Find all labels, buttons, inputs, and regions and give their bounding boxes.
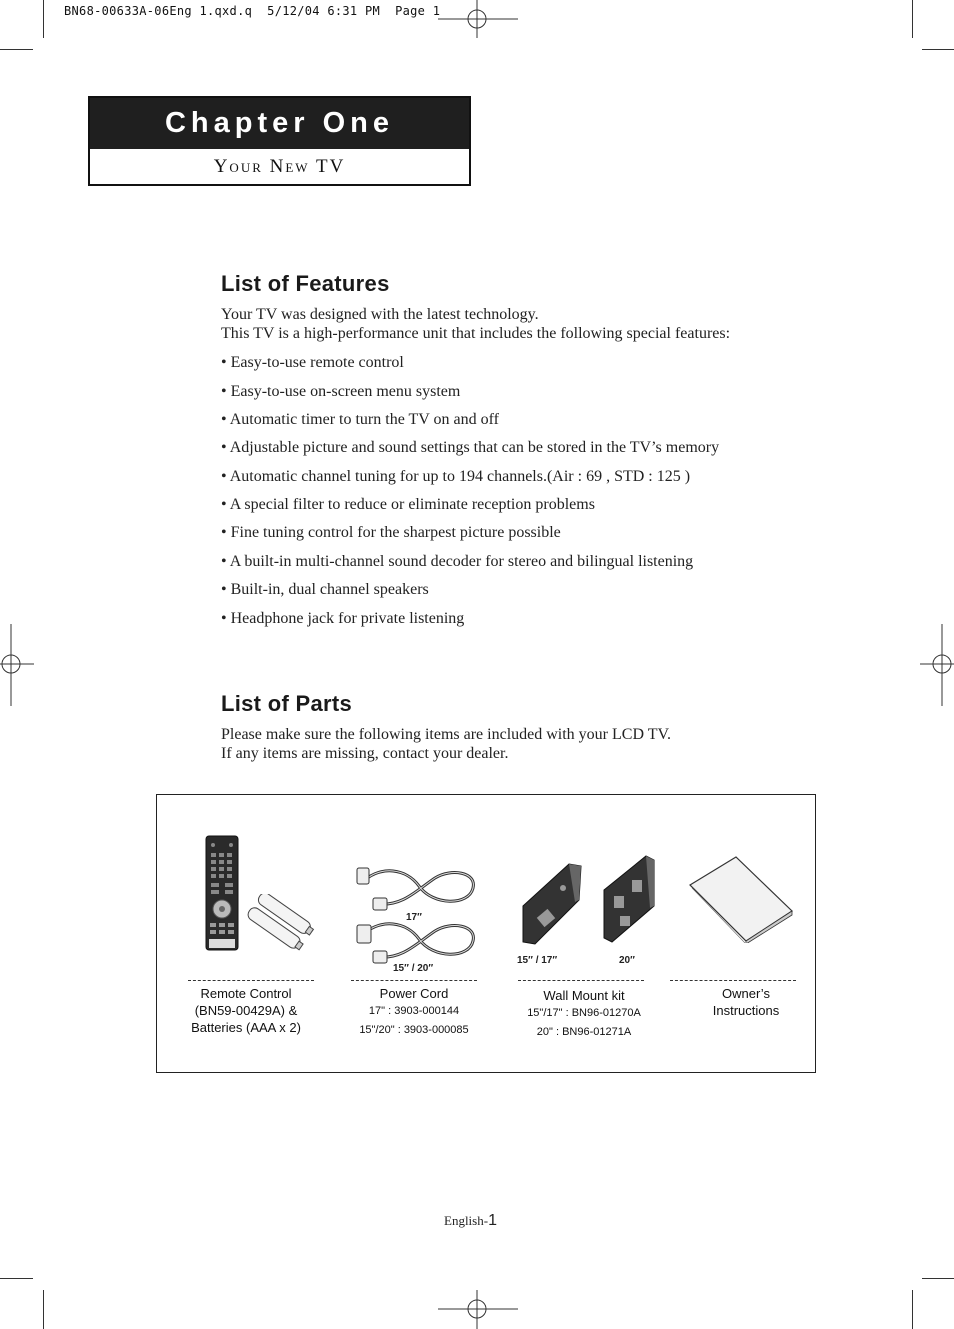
registration-mark-icon [438, 0, 518, 40]
owners-instructions-caption: Owner’s Instructions [712, 986, 780, 1018]
wall-mount-caption: Wall Mount kit 15"/17" : BN96-01270A 20" : BN96-01271A [527, 988, 641, 1038]
feature-item: • Built-in, dual channel speakers [221, 581, 429, 598]
parts-intro-line1: Please make sure the following items are included with your LCD TV. [221, 726, 671, 743]
bracket-size-label: 20″ [619, 955, 635, 966]
divider [188, 980, 314, 981]
wall-mount-bracket-icon [517, 860, 587, 946]
registration-mark-icon [0, 624, 34, 706]
page-footer [444, 1212, 497, 1230]
feature-item: • Automatic channel tuning for up to 194 channels.(Air : 69 , STD : 125 ) [221, 468, 691, 485]
feature-item: • Automatic timer to turn the TV on and off [221, 411, 500, 428]
remote-caption: Remote Control (BN59-00429A) & Batteries (AAA x 2) [191, 986, 301, 1035]
feature-item: • A special filter to reduce or eliminate reception problems [221, 496, 595, 513]
registration-mark-icon [920, 624, 954, 706]
feature-item: • Fine tuning control for the sharpest picture possible [221, 524, 561, 541]
registration-mark-icon [438, 1290, 518, 1329]
remote-control-icon [205, 835, 239, 951]
feature-item: • Easy-to-use on-screen menu system [221, 383, 461, 400]
page-number: 1 [488, 1212, 497, 1229]
features-intro-line1: Your TV was designed with the latest technology. [221, 306, 539, 323]
power-cord-caption: Power Cord 17" : 3903-000144 15"/20" : 3903-000085 [359, 986, 469, 1036]
parts-heading: List of Parts [221, 691, 353, 716]
divider [518, 980, 644, 981]
bracket-size-label: 15″ / 17″ [517, 955, 558, 966]
divider [351, 980, 477, 981]
wall-mount-bracket-icon [600, 854, 658, 944]
feature-item: • Easy-to-use remote control [221, 354, 404, 371]
cord-size-label: 15″ / 20″ [393, 963, 434, 974]
feature-item: • A built-in multi-channel sound decoder for stereo and bilingual listening [221, 553, 694, 570]
manual-book-icon [688, 855, 794, 943]
chapter-title: Chapter One [90, 98, 469, 149]
feature-item: • Headphone jack for private listening [221, 610, 465, 627]
chapter-subtitle: Your New TV [213, 156, 346, 177]
divider [670, 980, 796, 981]
chapter-header [88, 96, 471, 186]
features-intro-line2: This TV is a high-performance unit that includes the following special features: [221, 325, 731, 342]
parts-intro-line2: If any items are missing, contact your dealer. [221, 745, 509, 762]
cord-size-label: 17″ [406, 912, 422, 923]
footer-language: English- [444, 1213, 489, 1228]
print-slug: BN68-00633A-06Eng 1.qxd.q 5/12/04 6:31 PM Page 1 [64, 4, 441, 18]
power-cord-icon [351, 862, 481, 914]
features-heading: List of Features [221, 271, 390, 296]
battery-icon [244, 894, 316, 952]
feature-item: • Adjustable picture and sound settings that can be stored in the TV’s memory [221, 439, 720, 456]
